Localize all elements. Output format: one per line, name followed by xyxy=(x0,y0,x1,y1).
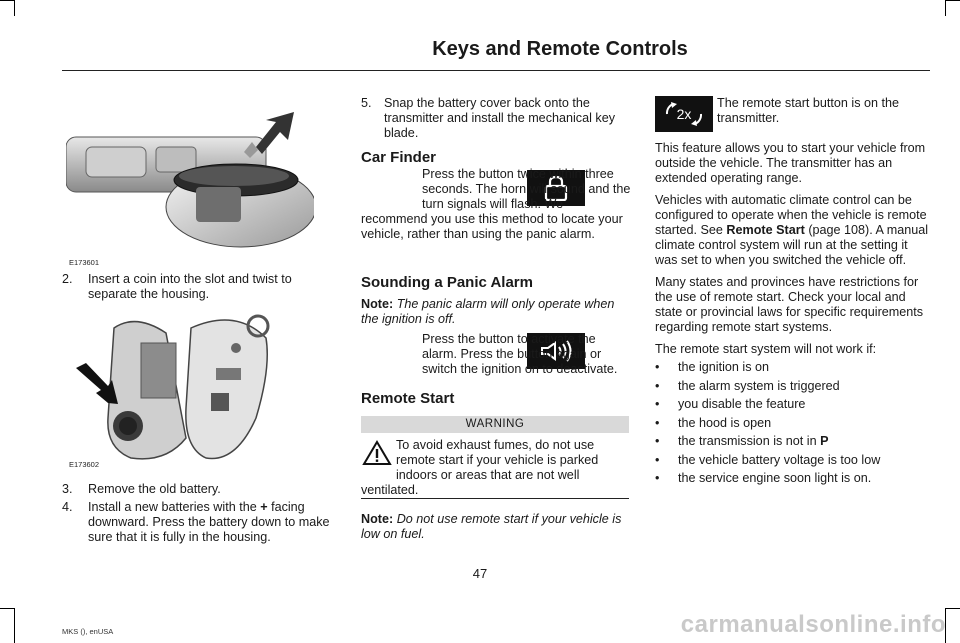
step-5 xyxy=(361,96,629,141)
key-housing-illustration xyxy=(66,308,314,466)
car-finder-heading: Car Finder xyxy=(361,149,437,166)
crop-mark xyxy=(0,608,14,609)
list-item xyxy=(655,453,929,472)
step-text: Insert a coin into the slot and twist to separate the housing. xyxy=(88,272,292,301)
crop-mark xyxy=(14,0,15,16)
remote-start-link[interactable]: Remote Start xyxy=(726,223,805,237)
step-text: Snap the battery cover back onto the transmitter and install the mechanical key blade. xyxy=(384,96,615,140)
page-number: 47 xyxy=(472,566,488,581)
warning-banner: WARNING xyxy=(361,416,629,433)
list-item-text: the alarm system is triggered xyxy=(678,378,840,393)
step-text xyxy=(62,500,330,545)
crop-mark xyxy=(945,0,946,16)
list-item xyxy=(655,397,929,416)
not-work-intro: The remote start system will not work if: xyxy=(655,342,877,356)
step-number: 3. xyxy=(62,482,73,496)
remote-button-text xyxy=(717,96,929,126)
panic-note xyxy=(361,297,633,327)
list-item-text: the transmission is not in xyxy=(678,434,817,448)
park-gear-symbol: P xyxy=(820,434,829,448)
list-item-text: the service engine soon light is on. xyxy=(678,471,872,485)
list-item xyxy=(655,416,929,435)
note-text: The panic alarm will only operate when the ignition is off. xyxy=(361,297,615,326)
note-label: Note: xyxy=(361,297,394,311)
step-number: 4. xyxy=(62,500,73,514)
fuel-note xyxy=(361,512,633,542)
battery-removal-illustration xyxy=(66,92,314,264)
car-finder-text-b: recommend you use this method to locate your vehicle, rather than using the panic alarm. xyxy=(361,212,623,241)
model-code: MKS (), enUSA xyxy=(62,627,114,636)
note-label: Note: xyxy=(361,512,394,526)
conditions-list xyxy=(655,360,929,490)
watermark: carmanualsonline.info xyxy=(680,611,946,638)
climate-text-a: Vehicles with automatic climate control can be configured to operate when the vehicle is remote started. See xyxy=(655,193,927,237)
panic-instructions: Press the button to activate the alarm. Press the button again or switch the ignition on to deactivate. xyxy=(422,332,618,376)
crop-mark xyxy=(14,608,15,643)
bullet: • xyxy=(655,471,660,485)
bullet: • xyxy=(655,397,660,411)
bullet: • xyxy=(655,360,660,374)
bullet: • xyxy=(655,415,660,430)
step-text: Remove the old battery. xyxy=(88,482,221,496)
list-item-text: the hood is open xyxy=(678,415,772,430)
warning-rule xyxy=(361,498,629,499)
list-item-text: the ignition is on xyxy=(678,360,770,374)
step-number: 5. xyxy=(361,96,372,110)
list-item xyxy=(655,379,929,398)
note-text: Do not use remote start if your vehicle is low on fuel. xyxy=(361,512,622,541)
list-item-text: the vehicle battery voltage is too low xyxy=(678,452,881,467)
panic-text xyxy=(422,332,632,377)
list-item-text: you disable the feature xyxy=(678,397,806,411)
step-text-part: facing downward. Press the battery down to make sure that it is fully in the housing. xyxy=(88,500,330,544)
page-title: Keys and Remote Controls xyxy=(432,38,688,60)
remote-start-2x-icon xyxy=(655,96,713,132)
step-4 xyxy=(62,500,330,545)
list-item xyxy=(655,360,929,379)
step-number: 2. xyxy=(62,272,73,286)
plus-symbol: + xyxy=(260,500,268,514)
climate-paragraph xyxy=(655,193,929,268)
header-rule xyxy=(62,70,930,71)
remote-button-caption: The remote start button is on the transmitter. xyxy=(717,96,900,125)
right-paragraphs xyxy=(655,141,929,357)
crop-mark xyxy=(946,0,960,1)
car-finder-text-a: Press the button twice within three seconds. The horn will sound and the turn signals will flash. We xyxy=(422,167,631,211)
bullet: • xyxy=(655,434,660,448)
figure-id: E173602 xyxy=(69,460,100,469)
warning-text-a: To avoid exhaust fumes, do not use remote start if your vehicle is parked indoors or areas that are not well xyxy=(396,438,599,482)
car-finder-text xyxy=(361,167,633,242)
list-item xyxy=(655,471,929,490)
feature-paragraph: This feature allows you to start your vehicle from outside the vehicle. The transmitter has an extended operating range. xyxy=(655,141,926,185)
figure-id: E173601 xyxy=(69,258,100,267)
climate-text-b: (page 108). A manual climate control system will run at the setting it was set to when you switched the vehicle off. xyxy=(655,223,929,267)
bullet: • xyxy=(655,452,660,467)
list-item xyxy=(655,434,929,453)
crop-mark xyxy=(0,0,14,1)
warning-text-b: ventilated. xyxy=(361,483,419,497)
step-2 xyxy=(62,272,322,302)
panic-alarm-heading: Sounding a Panic Alarm xyxy=(361,274,533,291)
remote-start-heading: Remote Start xyxy=(361,390,455,407)
laws-paragraph: Many states and provinces have restrictions for the use of remote start. Check your local and state or provincial laws for specific requirements regarding remote start systems. xyxy=(655,275,924,334)
crop-mark xyxy=(946,608,960,609)
remote-icon-label: 2x xyxy=(676,106,692,122)
bullet: • xyxy=(655,378,660,393)
warning-text xyxy=(361,438,629,498)
step-3 xyxy=(62,482,322,497)
step-text-part: Install a new batteries with the xyxy=(88,500,257,514)
